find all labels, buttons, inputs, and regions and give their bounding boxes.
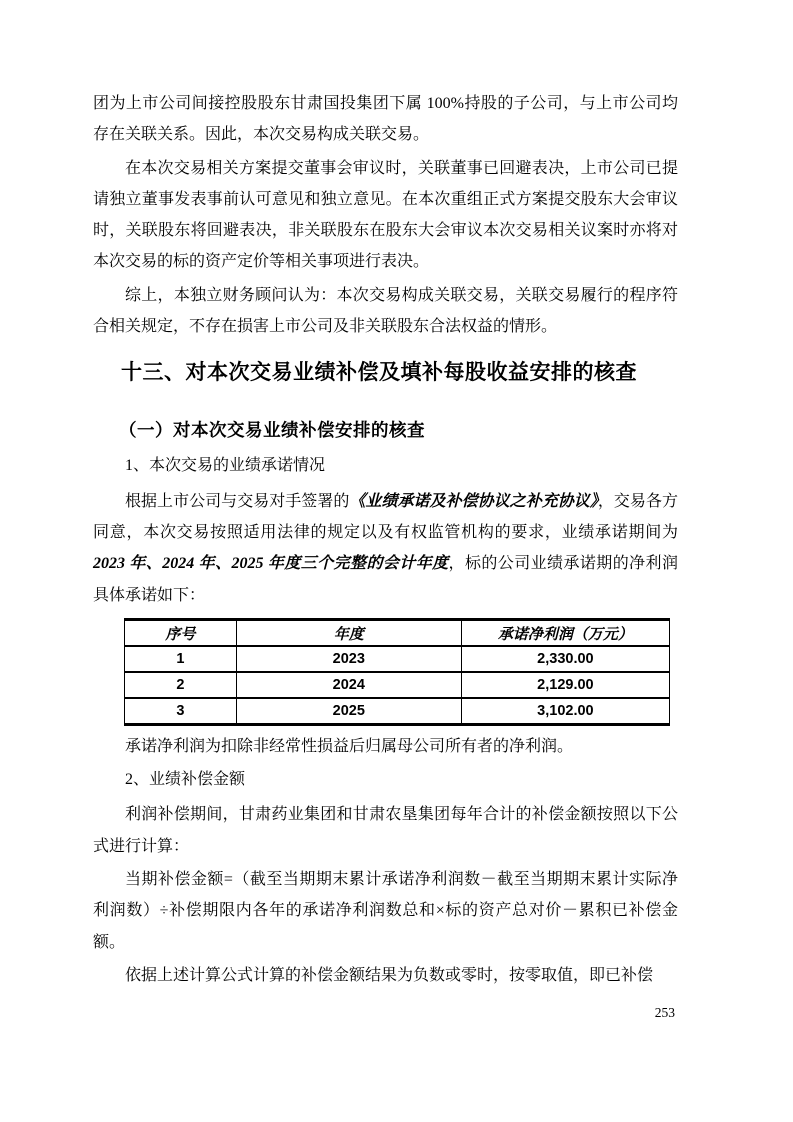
- document-body: [93, 88, 678, 993]
- section-heading-13: 十三、对本次交易业绩补偿及填补每股收益安排的核查: [121, 361, 637, 385]
- table-header-index: 序号: [125, 619, 237, 646]
- subsection-heading-1: （一）对本次交易业绩补偿安排的核查: [119, 420, 425, 441]
- table-header-row: [125, 619, 670, 646]
- cell-profit: 2,330.00: [461, 646, 669, 672]
- page-number: 253: [654, 1005, 675, 1020]
- paragraph-agreement: [93, 486, 678, 611]
- paragraph-negative-rule: 依据上述计算公式计算的补偿金额结果为负数或零时，按零取值，即已补偿: [125, 966, 654, 984]
- paragraph-related-party-continuation: 团为上市公司间接控股股东甘肃国投集团下属 100%持股的子公司，与上市公司均存在关联关系。因此，本次交易构成关联交易。: [93, 95, 678, 144]
- agreement-years-emph: 2023 年、2024 年、2025 年度三个完整的会计年度: [93, 555, 449, 573]
- table-header-year: 年度: [236, 619, 461, 646]
- table-row: [125, 672, 670, 698]
- table-row: [125, 698, 670, 724]
- cell-year: 2025: [236, 698, 461, 724]
- table-row: [125, 646, 670, 672]
- paragraph-formula-intro: 利润补偿期间，甘肃药业集团和甘肃农垦集团每年合计的补偿金额按照以下公式进行计算：: [93, 806, 678, 855]
- agreement-text-2: ，交易各方同意，本次交易按照适用法律的规定以及有权监管机构的要求，业绩承诺期间为: [93, 492, 678, 541]
- item-1-performance-commitment: 1、本次交易的业绩承诺情况: [125, 457, 326, 475]
- cell-index: 2: [125, 672, 237, 698]
- agreement-title-emph: 《业绩承诺及补偿协议之补充协议》: [349, 492, 598, 510]
- cell-index: 1: [176, 651, 185, 668]
- agreement-text-3: ，标的公司业绩承诺期的净利润具体承诺如下：: [93, 555, 678, 604]
- cell-year: 2024: [236, 672, 461, 698]
- paragraph-compensation-formula: 当期补偿金额=（截至当期期末累计承诺净利润数－截至当期期末累计实际净利润数）÷补偿期限内各年的承诺净利润数总和×标的资产总对价－累积已补偿金额。: [93, 871, 678, 951]
- paragraph-board-review: 在本次交易相关方案提交董事会审议时，关联董事已回避表决，上市公司已提请独立董事发表事前认可意见和独立意见。在本次重组正式方案提交股东大会审议时，关联股东将回避表决，非关联股东在股东大会审议本次交易相关议案时亦将对本次交易的标的资产定价等相关事项进行表决。: [93, 159, 678, 271]
- paragraph-advisor-conclusion: 综上，本独立财务顾问认为：本次交易构成关联交易，关联交易履行的程序符合相关规定，不存在损害上市公司及非关联股东合法权益的情形。: [93, 286, 678, 336]
- table-header-promised-profit: 承诺净利润（万元）: [461, 619, 669, 646]
- cell-index: 3: [125, 698, 237, 724]
- agreement-text-1: 根据上市公司与交易对手签署的: [125, 492, 350, 510]
- paragraph-net-profit-note: 承诺净利润为扣除非经常性损益后归属母公司所有者的净利润。: [125, 737, 574, 755]
- cell-profit: 2,129.00: [461, 672, 669, 698]
- item-2-compensation-amount: 2、业绩补偿金额: [125, 771, 246, 789]
- cell-profit: 3,102.00: [461, 698, 669, 724]
- cell-year: 2023: [236, 646, 461, 672]
- profit-commitment-table: [124, 618, 670, 726]
